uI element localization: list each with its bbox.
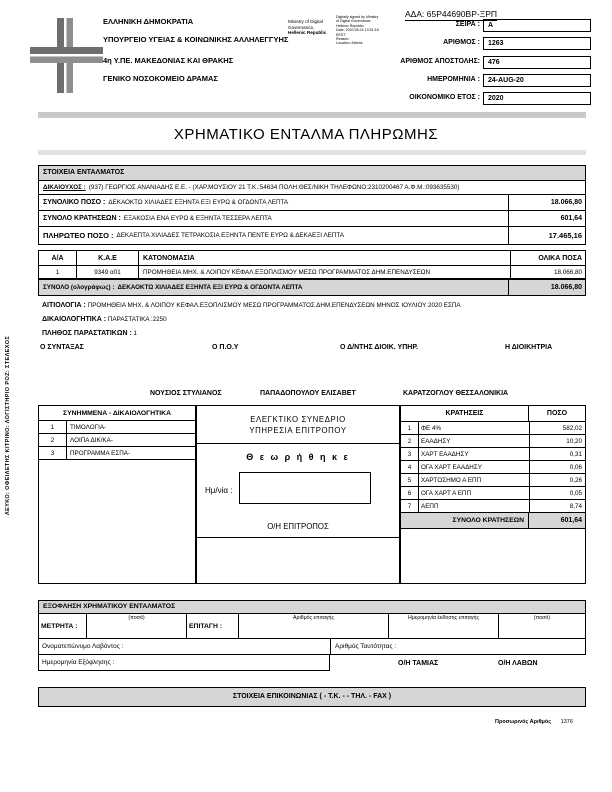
settlement-row-2 (38, 638, 586, 655)
signature-role-director: Ο Δ/ΝΤΗΣ ΔΙΟΙΚ. ΥΠΗΡ. (340, 344, 419, 351)
payable-label: ΠΛΗΡΩΤΕΟ ΠΟΣΟ : (43, 231, 114, 240)
docs-line (42, 316, 167, 323)
stamp-sig-line: Hellenic Republic (336, 23, 364, 28)
attachment-row (39, 421, 195, 434)
divider-bar-2 (38, 150, 586, 155)
stamp-signer-line: Governance, (288, 24, 315, 30)
deduction-label: ΦΕ 4% (421, 424, 442, 432)
field-value-etos: 2020 (483, 92, 591, 105)
cash-amount-cell: (ποσό) (87, 614, 187, 638)
deduction-row (401, 448, 585, 461)
deduction-num: 6 (401, 487, 419, 499)
deduction-num: 2 (401, 435, 419, 447)
stamp-signer-line: Ministry of Digital (288, 19, 323, 24)
kae-header-desc: ΚΑΤΟΝΟΜΑΣΙΑ (139, 251, 511, 265)
audit-court-line2: ΥΠΗΡΕΣΙΑ ΕΠΙΤΡΟΠΟΥ (249, 426, 347, 435)
deduction-amount: 0,26 (529, 474, 585, 486)
reason-text: ΠΡΟΜΗΘΕΙΑ ΜΗΧ. & ΛΟΙΠΟΥ ΚΕΦΑΛ.ΕΞΟΠΛΙΣΜΟΥ ΜΕΣΩ ΠΡΟΓΡΑΜΜΑΤΟΣ ΔΗΜ.ΕΠΕΝΔΥΣΕΩΝ ΜΗΝΟΣ ΙΟΥΛΙΟΥ 2020 ΕΣΠΑ (87, 302, 461, 309)
deductions-total-label: ΣΥΝΟΛΟ ΚΡΑΤΗΣΕΩΝ (401, 513, 529, 528)
settlement-row-1 (38, 613, 586, 639)
field-label-etos: ΟΙΚΟΝΟΜΙΚΟ ΕΤΟΣ : (409, 94, 480, 101)
divider-bar (38, 112, 586, 118)
side-note: ΛΕΥΚΟ: ΟΦΕΙΛΕΤΗΣ ΚΙΤΡΙΝΟ: ΛΟΓΙΣΤΗΡΙΟ ΡΟΖ: ΣΤΕΛΕΧΟΣ (5, 335, 11, 515)
kae-header-amount: ΟΛΙΚΑ ΠΟΣΑ (538, 254, 582, 262)
org-line-hospital: ΓΕΝΙΚΟ ΝΟΣΟΚΟΜΕΙΟ ΔΡΑΜΑΣ (103, 74, 218, 83)
deductions-total-value: 601,64 (560, 215, 582, 222)
deduction-num: 1 (401, 422, 419, 434)
page-title: ΧΡΗΜΑΤΙΚΟ ΕΝΤΑΛΜΑ ΠΛΗΡΩΜΗΣ (173, 126, 439, 143)
date-box (239, 472, 371, 504)
deduction-num: 3 (401, 448, 419, 460)
provisional-number (495, 719, 573, 725)
field-label-seira: ΣΕΙΡΑ : (455, 21, 480, 28)
commissioner-divider (197, 537, 399, 538)
deduction-label: ΟΓΑ ΧΑΡΤ ΕΑΑΔΗΣΥ (421, 463, 482, 471)
provisional-number-label: Προσωρινός Αριθμός (495, 719, 552, 725)
deduction-row (401, 500, 585, 513)
org-line-ype: 4η Υ.ΠΕ. ΜΑΚΕΔΟΝΙΑΣ ΚΑΙ ΘΡΑΚΗΣ (103, 56, 234, 65)
commissioner-label: Ο/Η ΕΠΙΤΡΟΠΟΣ (267, 522, 329, 531)
stamp-sig-line: Date: 2020.08.24 13:51:18 (336, 28, 379, 33)
id-number-cell: Αριθμός Ταυτότητας : (335, 643, 397, 650)
stamp-sig-line: Location: Athens (336, 41, 363, 46)
deduction-label: ΕΑΑΔΗΣΥ (421, 437, 451, 445)
signature-name-3: ΚΑΡΑΤΖΟΓΛΟΥ ΘΕΣΣΑΛΟΝΙΚΙΑ (403, 390, 509, 397)
attachment-label: ΠΡΟΓΡΑΜΜΑ ΕΣΠΑ- (70, 449, 131, 457)
kae-header-aa: Α/Α (39, 251, 77, 265)
kae-cell-kae: 9349 α01 (77, 266, 139, 278)
reason-line (42, 302, 461, 309)
field-label-apostoli: ΑΡΙΘΜΟΣ ΑΠΟΣΤΟΛΗΣ: (400, 58, 480, 65)
attachment-row (39, 434, 195, 447)
deduction-amount: 0,05 (529, 487, 585, 499)
payable-value: 17.465,16 (548, 231, 582, 240)
docs-text: ΠΑΡΑΣΤΑΤΙΚΑ :2250 (107, 316, 167, 323)
stamp-sig-line: of Digital Governance, (336, 19, 372, 24)
kae-data-row (38, 265, 586, 279)
cashier-label: Ο/Η ΤΑΜΙΑΣ (398, 660, 439, 667)
attachment-num: 1 (39, 421, 67, 433)
settlement-date-cell: Ημερομηνία Εξόφλησης : (38, 654, 330, 671)
field-value-seira: Α (483, 19, 591, 32)
cheque-label: ΕΠΙΤΑΓΗ : (187, 614, 239, 638)
approved-stamp-text: Θ ε ω ρ ή θ η κ ε (246, 452, 350, 462)
total-amount-value: 18.066,80 (550, 199, 582, 206)
field-value-arithmos: 1263 (483, 37, 591, 50)
deduction-row (401, 487, 585, 500)
kae-cell-amount: 18.066,80 (553, 268, 582, 276)
kae-total-words: ΔΕΚΑΟΚΤΩ ΧΙΛΙΑΔΕΣ ΕΞΗΝΤΑ ΕΞΙ ΕΥΡΩ & ΟΓΔΟΝΤΑ ΛΕΠΤΑ (117, 284, 303, 291)
stamp-signer-line: Hellenic Republic (288, 30, 327, 36)
audit-court-line1: ΕΛΕΓΚΤΙΚΟ ΣΥΝΕΔΡΙΟ (250, 415, 346, 424)
docs-label: ΔΙΚΑΙΟΛΟΓΗΤΙΚΑ : (42, 316, 107, 323)
cheque-amount-cell: (ποσό) (533, 615, 551, 621)
settlement-header: ΕΞΟΦΛΗΣΗ ΧΡΗΜΑΤΙΚΟΥ ΕΝΤΑΛΜΑΤΟΣ (38, 600, 586, 614)
deduction-row (401, 422, 585, 435)
beneficiary-value: (937) ΓΕΩΡΓΙΟΣ ΑΝΑΝΙΑΔΗΣ Ε.Ε. - (ΧΑΡ.ΜΟΥΣΙΟΥ 21 Τ.Κ.:54634 ΠΟΛΗ:ΘΕΣ/ΝΙΚΗ ΤΗΛΕΦΩΝΟ:2310200467 Α.Φ.Μ.:093635530) (88, 184, 460, 191)
beneficiary-label: ΔΙΚΑΙΟΥΧΟΣ : (43, 184, 86, 191)
payable-text-cell (39, 227, 509, 244)
deductions-header-amount: ΠΟΣΟ (546, 410, 568, 417)
field-label-arithmos: ΑΡΙΘΜΟΣ : (443, 39, 480, 46)
deductions-total-label: ΣΥΝΟΛΟ ΚΡΑΤΗΣΕΩΝ : (43, 215, 121, 222)
deduction-label: ΧΑΡΤ ΕΑΑΔΗΣΥ (421, 450, 469, 458)
stamp-sig-line: Reason: (336, 37, 350, 42)
attachment-num: 2 (39, 434, 67, 446)
field-label-imerominia: ΗΜΕΡΟΜΗΝΙΑ : (427, 76, 480, 83)
ada-value: 65Ρ44690ΒΡ-ΞΡΠ (426, 9, 498, 19)
contact-info-bar: ΣΤΟΙΧΕΙΑ ΕΠΙΚΟΙΝΩΝΙΑΣ ( - Τ.Κ. - - ΤΗΛ. - FAX ) (38, 687, 586, 707)
deduction-num: 5 (401, 474, 419, 486)
receiver-label: Ο/Η ΛΑΒΩΝ (498, 660, 538, 667)
deductions-total-amount: 601,64 (560, 517, 582, 524)
deductions-total-text-cell (39, 211, 509, 226)
kae-cell-aa: 1 (39, 266, 77, 278)
stamp-sig-line: Digitally signed by Ministry (336, 15, 379, 19)
deductions-total-row-box (401, 513, 585, 529)
field-value-imerominia: 24-AUG-20 (483, 74, 591, 87)
signature-name-1: ΝΟΥΣΙΟΣ ΣΤΥΛΙΑΝΟΣ (150, 390, 222, 397)
ada-label: ΑΔΑ: (405, 9, 425, 19)
deduction-label: ΟΓΑ ΧΑΡΤ Α ΕΠΠ (421, 489, 472, 497)
signature-role-author: Ο ΣΥΝΤΑΞΑΣ (40, 344, 84, 351)
total-amount-row (38, 194, 586, 211)
count-line (42, 330, 137, 337)
stamp-sig-line: EEST (336, 32, 346, 37)
provisional-number-value: 1376 (560, 719, 573, 725)
kae-header-kae: Κ.Α.Ε (77, 251, 139, 265)
signature-role-poy: Ο Π.Ο.Υ (212, 344, 239, 351)
date-label: Ημ/νία : (205, 486, 233, 495)
kae-total-text-cell (39, 280, 509, 295)
beneficiary-row (38, 180, 586, 195)
payee-name-cell: Ονοματεπώνυμο Λαβόντος : (39, 639, 331, 654)
deduction-row (401, 461, 585, 474)
attachment-label: ΤΙΜΟΛΟΓΙΑ- (70, 423, 107, 431)
count-value: 1 (133, 330, 138, 337)
org-line-ministry: ΥΠΟΥΡΓΕΙΟ ΥΓΕΙΑΣ & ΚΟΙΝΩΝΙΚΗΣ ΑΛΛΗΛΕΓΓΥΗΣ (103, 35, 289, 44)
warrant-header: ΣΤΟΙΧΕΙΑ ΕΝΤΑΛΜΑΤΟΣ (38, 165, 586, 181)
deduction-row (401, 435, 585, 448)
deduction-amount: 0,31 (529, 448, 585, 460)
audit-court-box (196, 405, 400, 584)
attachment-row (39, 447, 195, 460)
attachment-label: ΛΟΙΠΑ ΔΙΚ/ΚΑ- (70, 436, 113, 444)
deductions-total-words: ΕΞΑΚΟΣΙΑ ΕΝΑ ΕΥΡΩ & ΕΞΗΝΤΑ ΤΕΣΣΕΡΑ ΛΕΠΤΑ (123, 215, 272, 222)
attachment-num: 3 (39, 447, 67, 459)
signature-name-2: ΠΑΠΑΔΟΠΟΥΛΟΥ ΕΛΙΣΑΒΕΤ (260, 390, 356, 397)
cheque-date-cell: Ημερομηνία έκδοσης επιταγής (389, 614, 499, 638)
total-amount-words: ΔΕΚΑΟΚΤΩ ΧΙΛΙΑΔΕΣ ΕΞΗΝΤΑ ΕΞΙ ΕΥΡΩ & ΟΓΔΟΝΤΑ ΛΕΠΤΑ (108, 199, 289, 206)
kae-total-label: ΣΥΝΟΛΟ (ολογράφως) : (43, 284, 115, 291)
org-line-republic: ΕΛΛΗΝΙΚΗ ΔΗΜΟΚΡΑΤΙΑ (103, 17, 194, 26)
deduction-row (401, 474, 585, 487)
payable-amount-row (38, 226, 586, 245)
signature-role-administrator: Η ΔΙΟΙΚΗΤΡΙΑ (505, 344, 553, 351)
cross-horizontal-bar (30, 47, 103, 63)
deduction-label: ΑΕΠΠ (421, 502, 439, 510)
deductions-header-row (401, 406, 585, 422)
kae-total-amount: 18.066,80 (550, 284, 582, 291)
total-amount-label: ΣΥΝΟΛΙΚΟ ΠΟΣΟ : (43, 199, 106, 206)
deduction-label: ΧΑΡΤΟΣΗΜΟ Α ΕΠΠ (421, 476, 482, 484)
deduction-amount: 10,20 (529, 435, 585, 447)
payable-words: ΔΕΚΑΕΠΤΑ ΧΙΛΙΑΔΕΣ ΤΕΤΡΑΚΟΣΙΑ ΕΞΗΝΤΑ ΠΕΝΤΕ ΕΥΡΩ & ΔΕΚΑΕΞΙ ΛΕΠΤΑ (116, 232, 344, 239)
deductions-header-label: ΚΡΑΤΗΣΕΙΣ (401, 406, 529, 421)
deduction-amount: 0,06 (529, 461, 585, 473)
kae-cell-desc: ΠΡΟΜΗΘΕΙΑ ΜΗΧ. & ΛΟΙΠΟΥ ΚΕΦΑΛ.ΕΞΟΠΛΙΣΜΟΥ ΜΕΣΩ ΠΡΟΓΡΑΜΜΑΤΟΣ ΔΗΜ.ΕΠΕΝΔΥΣΕΩΝ (139, 266, 511, 278)
total-amount-text-cell (39, 195, 509, 210)
hospital-cross-logo (30, 18, 103, 93)
deduction-amount: 582,02 (529, 422, 585, 434)
count-label: ΠΛΗΘΟΣ ΠΑΡΑΣΤΑΤΙΚΩΝ : (42, 330, 132, 337)
kae-total-row (38, 279, 586, 296)
deductions-total-row (38, 210, 586, 227)
deduction-num: 7 (401, 500, 419, 512)
audit-court-divider (197, 443, 399, 444)
reason-label: ΑΙΤΙΟΛΟΓΙΑ : (42, 302, 86, 309)
field-value-apostoli: 476 (483, 56, 591, 69)
kae-header-row (38, 250, 586, 266)
attachments-box (38, 405, 196, 584)
deductions-box (400, 405, 586, 584)
cash-label: ΜΕΤΡΗΤΑ : (39, 614, 87, 638)
deduction-num: 4 (401, 461, 419, 473)
deduction-amount: 8,74 (529, 500, 585, 512)
attachments-title: ΣΥΝΗΜΜΕΝΑ - ΔΙΚΑΙΟΛΟΓΗΤΙΚΑ (39, 406, 195, 421)
cheque-number-cell: Αριθμός επιταγής (239, 614, 389, 638)
